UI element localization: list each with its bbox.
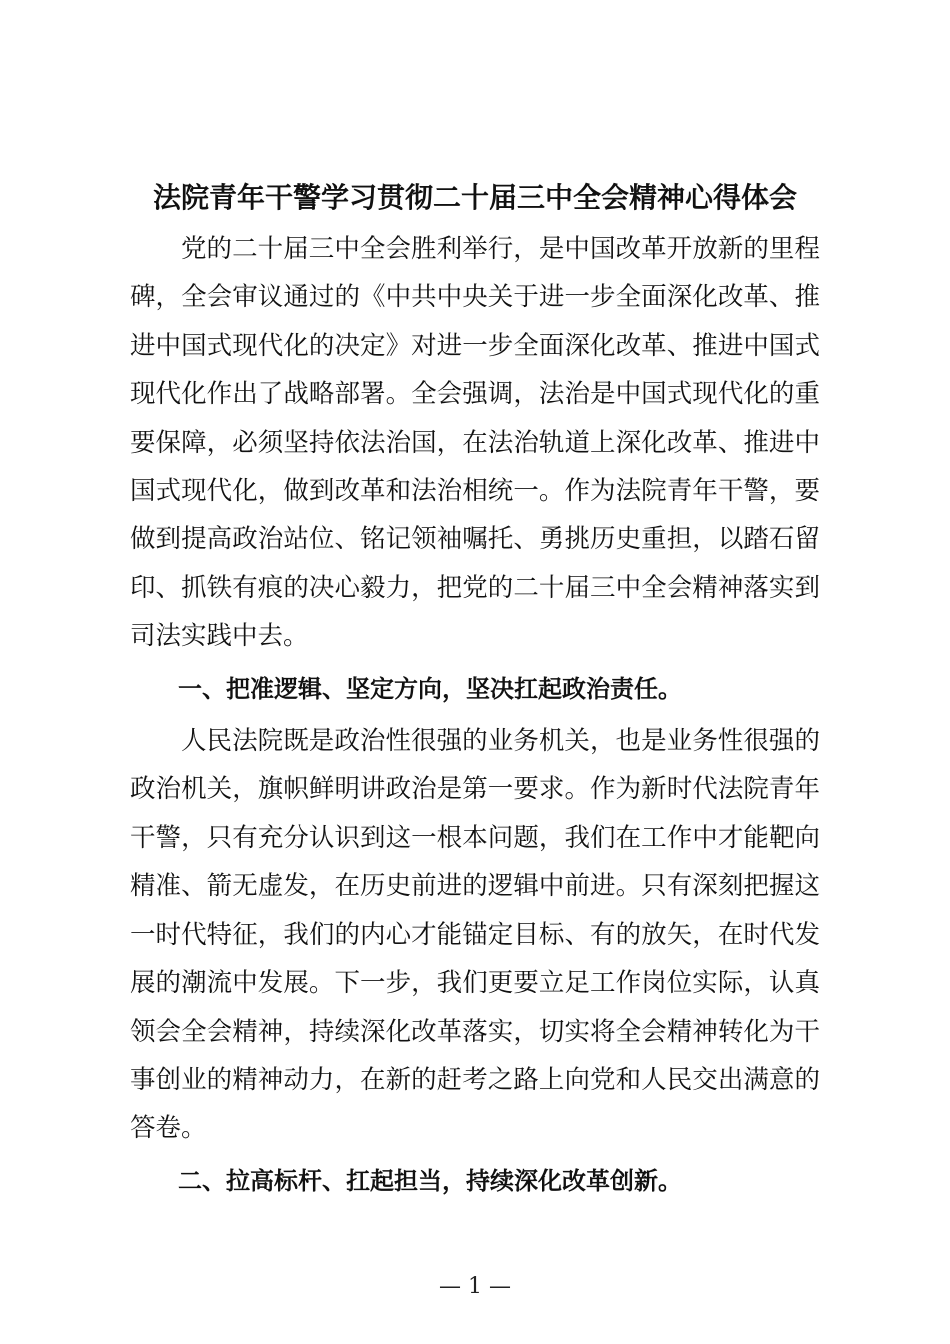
intro-paragraph: 党的二十届三中全会胜利举行，是中国改革开放新的里程碑，全会审议通过的《中共中央关于进一步全面深化改革、推进中国式现代化的决定》对进一步全面深化改革、推进中国式现代化作出了战略部署。全会强调，法治是中国式现代化的重要保障，必须坚持依法治国，在法治轨道上深化改革、推进中国式现代化，做到改革和法治相统一。作为法院青年干警，要做到提高政治站位、铭记领袖嘱托、勇挑历史重担，以踏石留印、抓铁有痕的决心毅力，把党的二十届三中全会精神落实到司法实践中去。 [130, 234, 820, 652]
section-heading-2: 二、拉高标杆、扛起担当，持续深化改革创新。 [178, 1166, 682, 1195]
section-heading-1: 一、把准逻辑、坚定方向，坚决扛起政治责任。 [178, 674, 682, 703]
document-title: 法院青年干警学习贯彻二十届三中全会精神心得体会 [152, 181, 797, 214]
document-body [130, 225, 820, 1209]
page-number: — 1 — [439, 1274, 511, 1299]
section-1-paragraph: 人民法院既是政治性很强的业务机关，也是业务性很强的政治机关，旗帜鲜明讲政治是第一要求。作为新时代法院青年干警，只有充分认识到这一根本问题，我们在工作中才能靶向精准、箭无虚发，在历史前进的逻辑中前进。只有深刻把握这一时代特征，我们的内心才能锚定目标、有的放矢，在时代发展的潮流中发展。下一步，我们更要立足工作岗位实际，认真领会全会精神，持续深化改革落实，切实将全会精神转化为干事创业的精神动力，在新的赶考之路上向党和人民交出满意的答卷。 [130, 726, 820, 1144]
